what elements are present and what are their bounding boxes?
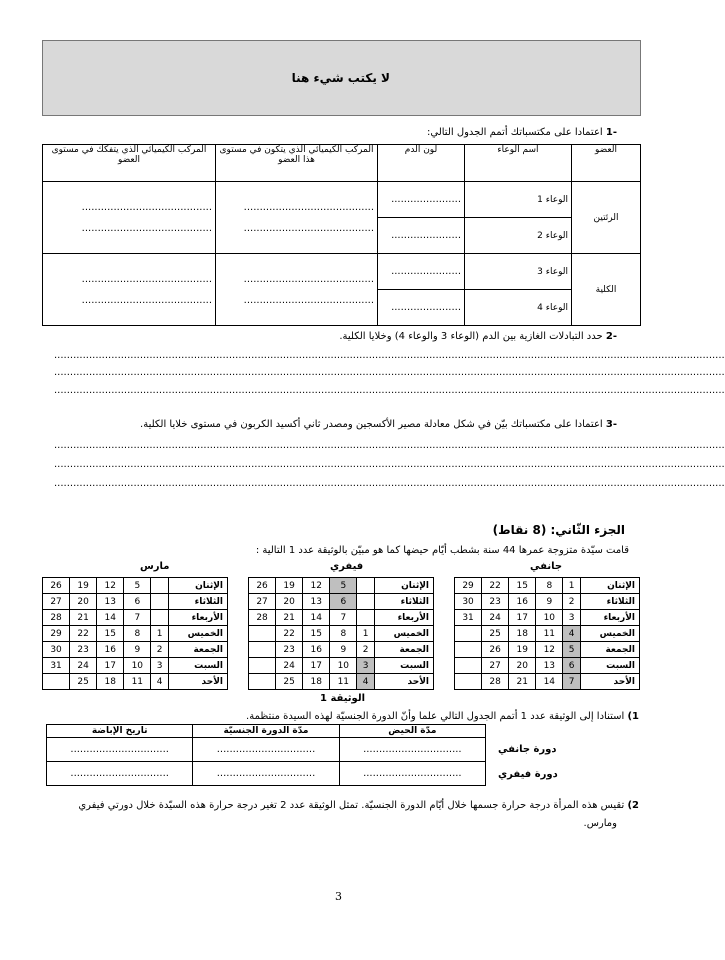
calendar-date: 13 <box>303 594 330 610</box>
calendar-date: 3 <box>151 658 169 674</box>
calendar-day-name: الأحد <box>169 674 228 690</box>
calendar-date: 21 <box>276 610 303 626</box>
calendar-date: 20 <box>70 594 97 610</box>
calendar-date <box>151 610 169 626</box>
calendar-date: 20 <box>509 658 536 674</box>
vessel-4: الوعاء 4 <box>465 290 572 326</box>
calendar-date: 18 <box>97 674 124 690</box>
calendar-date: 22 <box>276 626 303 642</box>
cell-jan-menses[interactable]: ............................... <box>339 738 485 762</box>
part2-question-1-text: استنادا إلى الوثيقة عدد 1 أتمم الجدول التالي علما وأنّ الدورة الجنسيّة لهذه السيدة منتظمة. <box>246 711 625 722</box>
calendar-date: 1 <box>563 578 581 594</box>
calendar-date: 24 <box>70 658 97 674</box>
calendar-day-name: الجمعة <box>169 642 228 658</box>
calendar-date: 28 <box>482 674 509 690</box>
part2-question-1 <box>246 711 639 722</box>
calendar-day-name: الثلاثاء <box>581 594 640 610</box>
calendar-date: 23 <box>482 594 509 610</box>
broken-compound-kidney[interactable]: ......................................... ......................................... <box>43 254 216 326</box>
calendar-date: 12 <box>536 642 563 658</box>
calendar-date: 21 <box>70 610 97 626</box>
calendar-date: 29 <box>43 626 70 642</box>
blood-color-4[interactable]: ...................... <box>378 290 465 326</box>
cycle-table <box>46 724 486 786</box>
question-2 <box>339 331 617 342</box>
th-menses-duration: مدّة الحيض <box>339 725 485 738</box>
calendar-date: 11 <box>330 674 357 690</box>
cell-feb-menses[interactable]: ............................... <box>339 762 485 786</box>
calendar-date: 27 <box>249 594 276 610</box>
vessel-1: الوعاء 1 <box>465 182 572 218</box>
question-2-text: حدد التبادلات الغازية بين الدم (الوعاء 3 والوعاء 4) وخلايا الكلية. <box>339 331 603 342</box>
calendar-date: 14 <box>97 610 124 626</box>
formed-compound-lungs[interactable]: ......................................... ......................................... <box>216 182 378 254</box>
calendar-date-marked: 3 <box>357 658 375 674</box>
calendar-date: 28 <box>43 610 70 626</box>
calendar-date: 11 <box>124 674 151 690</box>
calendar-day-name: الأحد <box>375 674 434 690</box>
calendar-date <box>249 658 276 674</box>
question-3-number: -3 <box>605 419 617 430</box>
calendar-date <box>151 578 169 594</box>
calendar-date: 31 <box>43 658 70 674</box>
calendar-day-name: الإثنان <box>169 578 228 594</box>
cell-jan-cycle[interactable]: ............................... <box>193 738 339 762</box>
answer-line[interactable]: ................................................................................................................................................................................................................... <box>54 478 725 489</box>
calendar-date-marked: 7 <box>563 674 581 690</box>
document-1-label: الوثيقة 1 <box>320 693 366 704</box>
part2-title: الجزء الثّاني: (8 نقاط) <box>492 523 625 537</box>
calendar-date: 4 <box>151 674 169 690</box>
organ-kidney: الكلية <box>572 254 641 326</box>
calendar-date: 13 <box>97 594 124 610</box>
part2-question-1-number: 1) <box>627 711 639 722</box>
question-1-text: اعتمادا على مكتسباتك أتمم الجدول التالي: <box>427 127 603 138</box>
calendar-date <box>357 594 375 610</box>
calendar-date: 27 <box>482 658 509 674</box>
calendar-date: 24 <box>482 610 509 626</box>
calendar-date <box>455 642 482 658</box>
calendar-day-name: الخميس <box>375 626 434 642</box>
calendar-date: 1 <box>151 626 169 642</box>
calendar-date: 10 <box>330 658 357 674</box>
answer-line[interactable]: ................................................................................................................................................................................................................... <box>54 385 725 396</box>
part2-question-2-continued: ومارس. <box>583 818 617 829</box>
calendar-day-name: الثلاثاء <box>375 594 434 610</box>
calendar-date: 17 <box>97 658 124 674</box>
calendar-date: 16 <box>509 594 536 610</box>
calendar-date <box>43 674 70 690</box>
calendar-date <box>249 674 276 690</box>
calendar-date-marked: 4 <box>357 674 375 690</box>
calendar-date: 5 <box>124 578 151 594</box>
calendar-date: 9 <box>536 594 563 610</box>
calendar-date: 15 <box>509 578 536 594</box>
blood-color-2[interactable]: ...................... <box>378 218 465 254</box>
broken-compound-lungs[interactable]: ......................................... ......................................... <box>43 182 216 254</box>
calendar-date: 22 <box>482 578 509 594</box>
calendar-date-marked: 6 <box>563 658 581 674</box>
calendar-date-marked: 6 <box>330 594 357 610</box>
calendar-month-march: مارس <box>140 561 170 572</box>
part2-question-2 <box>78 800 639 811</box>
cell-feb-ovulation[interactable]: ............................... <box>47 762 193 786</box>
calendar-date: 2 <box>563 594 581 610</box>
calendar-date: 27 <box>43 594 70 610</box>
vessel-2: الوعاء 2 <box>465 218 572 254</box>
calendar-date: 25 <box>70 674 97 690</box>
calendar-date: 30 <box>43 642 70 658</box>
calendar-date: 8 <box>536 578 563 594</box>
th-ovulation-date: تاريخ الإباضة <box>47 725 193 738</box>
calendar-date: 17 <box>303 658 330 674</box>
calendar-date: 9 <box>330 642 357 658</box>
calendar-date: 30 <box>455 594 482 610</box>
calendar-date: 26 <box>43 578 70 594</box>
calendar-date: 16 <box>97 642 124 658</box>
calendar-date: 15 <box>303 626 330 642</box>
organ-lungs: الرئتين <box>572 182 641 254</box>
calendar-day-name: السبت <box>169 658 228 674</box>
calendar-date: 18 <box>509 626 536 642</box>
cell-jan-ovulation[interactable]: ............................... <box>47 738 193 762</box>
calendar-date <box>249 626 276 642</box>
calendar-date <box>357 578 375 594</box>
calendar-date: 28 <box>249 610 276 626</box>
calendar-date: 9 <box>124 642 151 658</box>
part2-intro: قامت سيّدة متزوجة عمرها 44 سنة بشطب أيّام حيضها كما هو مبيّن بالوثيقة عدد 1 التالية : <box>255 545 629 556</box>
calendar-date: 20 <box>276 594 303 610</box>
calendar-date: 22 <box>70 626 97 642</box>
calendar-january <box>454 577 640 690</box>
calendar-date: 12 <box>303 578 330 594</box>
calendar-day-name: الإثنان <box>375 578 434 594</box>
calendar-date: 25 <box>276 674 303 690</box>
calendar-date: 10 <box>124 658 151 674</box>
calendar-date: 13 <box>536 658 563 674</box>
calendar-date <box>249 642 276 658</box>
calendar-day-name: الخميس <box>581 626 640 642</box>
calendar-date-marked: 5 <box>563 642 581 658</box>
answer-line[interactable]: ................................................................................................................................................................................................................... <box>54 367 725 378</box>
calendar-month-february: فيفري <box>330 561 364 572</box>
answer-line[interactable]: ................................................................................................................................................................................................................... <box>54 440 725 451</box>
calendar-date: 21 <box>509 674 536 690</box>
th-formed-compound: المركب الكيميائي الذي يتكون في مستوى هذا العضو <box>216 145 378 182</box>
calendar-date: 8 <box>330 626 357 642</box>
part2-question-2-text: تقيس هذه المرأة درجة حرارة جسمها خلال أيّام الدورة الجنسيّة. تمثل الوثيقة عدد 2 تغير درجة حرارة هذه السيّدة خلال دورتي فيفري <box>78 800 625 811</box>
calendar-date: 1 <box>357 626 375 642</box>
question-1 <box>427 127 617 138</box>
calendar-date: 23 <box>276 642 303 658</box>
question-3 <box>140 419 617 430</box>
th-vessel: اسم الوعاء <box>465 145 572 182</box>
calendar-date: 14 <box>536 674 563 690</box>
calendar-date: 17 <box>509 610 536 626</box>
calendar-date: 8 <box>124 626 151 642</box>
formed-compound-kidney[interactable]: ......................................... ......................................... <box>216 254 378 326</box>
no-write-box <box>42 40 641 116</box>
th-blood-color: لون الدم <box>378 145 465 182</box>
calendar-date: 19 <box>509 642 536 658</box>
calendar-date: 10 <box>536 610 563 626</box>
calendar-date: 18 <box>303 674 330 690</box>
calendar-date-marked: 4 <box>563 626 581 642</box>
calendar-date: 19 <box>70 578 97 594</box>
calendar-day-name: الجمعة <box>581 642 640 658</box>
calendar-date: 19 <box>276 578 303 594</box>
calendar-date: 25 <box>482 626 509 642</box>
row-label-january-cycle: دورة جانفي <box>498 744 557 755</box>
calendar-day-name: الأربعاء <box>169 610 228 626</box>
blood-color-3[interactable]: ...................... <box>378 254 465 290</box>
calendar-date: 7 <box>124 610 151 626</box>
calendar-date: 26 <box>482 642 509 658</box>
calendar-day-name: الثلاثاء <box>169 594 228 610</box>
calendar-grid <box>454 577 640 690</box>
calendar-date: 14 <box>303 610 330 626</box>
calendar-date: 12 <box>97 578 124 594</box>
th-broken-compound: المركب الكيميائي الذي يتفكك في مستوى العضو <box>43 145 216 182</box>
calendar-date: 31 <box>455 610 482 626</box>
calendar-day-name: السبت <box>375 658 434 674</box>
calendar-date: 16 <box>303 642 330 658</box>
calendar-date <box>151 594 169 610</box>
calendar-date: 2 <box>357 642 375 658</box>
question-2-number: -2 <box>605 331 617 342</box>
vessel-3: الوعاء 3 <box>465 254 572 290</box>
calendar-day-name: الأربعاء <box>375 610 434 626</box>
answer-line[interactable]: ................................................................................................................................................................................................................... <box>54 350 725 361</box>
calendar-date <box>455 658 482 674</box>
calendar-date: 26 <box>249 578 276 594</box>
blood-color-1[interactable]: ...................... <box>378 182 465 218</box>
calendar-date: 11 <box>536 626 563 642</box>
calendar-date: 15 <box>97 626 124 642</box>
calendar-date: 7 <box>330 610 357 626</box>
part2-question-2-number: 2) <box>627 800 639 811</box>
calendar-march <box>42 577 228 690</box>
question-3-text: اعتمادا على مكتسباتك بيّن في شكل معادلة مصير الأكسجين ومصدر ثاني أكسيد الكربون في مستوى خلايا الكلية. <box>140 419 603 430</box>
cell-feb-cycle[interactable]: ............................... <box>193 762 339 786</box>
calendar-month-january: جانفي <box>530 561 563 572</box>
calendar-date: 29 <box>455 578 482 594</box>
calendar-date <box>455 674 482 690</box>
calendar-day-name: الجمعة <box>375 642 434 658</box>
calendar-day-name: الأربعاء <box>581 610 640 626</box>
no-write-text: لا يكتب شيء هنا <box>291 71 390 85</box>
calendar-date: 2 <box>151 642 169 658</box>
calendar-grid <box>248 577 434 690</box>
calendar-grid <box>42 577 228 690</box>
calendar-date: 6 <box>124 594 151 610</box>
row-label-february-cycle: دورة فيفري <box>498 769 558 780</box>
calendar-date <box>455 626 482 642</box>
calendar-day-name: الأحد <box>581 674 640 690</box>
calendar-date: 3 <box>563 610 581 626</box>
question-1-number: -1 <box>605 127 617 138</box>
organs-table <box>42 144 641 326</box>
calendar-day-name: الإثنان <box>581 578 640 594</box>
calendar-day-name: السبت <box>581 658 640 674</box>
calendar-date: 24 <box>276 658 303 674</box>
calendar-day-name: الخميس <box>169 626 228 642</box>
calendar-date-marked: 5 <box>330 578 357 594</box>
answer-line[interactable]: ................................................................................................................................................................................................................... <box>54 459 725 470</box>
calendar-date: 23 <box>70 642 97 658</box>
th-organ: العضو <box>572 145 641 182</box>
page-number: 3 <box>335 890 342 903</box>
th-cycle-duration: مدّة الدورة الجنسيّة <box>193 725 339 738</box>
calendar-february <box>248 577 434 690</box>
calendar-date <box>357 610 375 626</box>
